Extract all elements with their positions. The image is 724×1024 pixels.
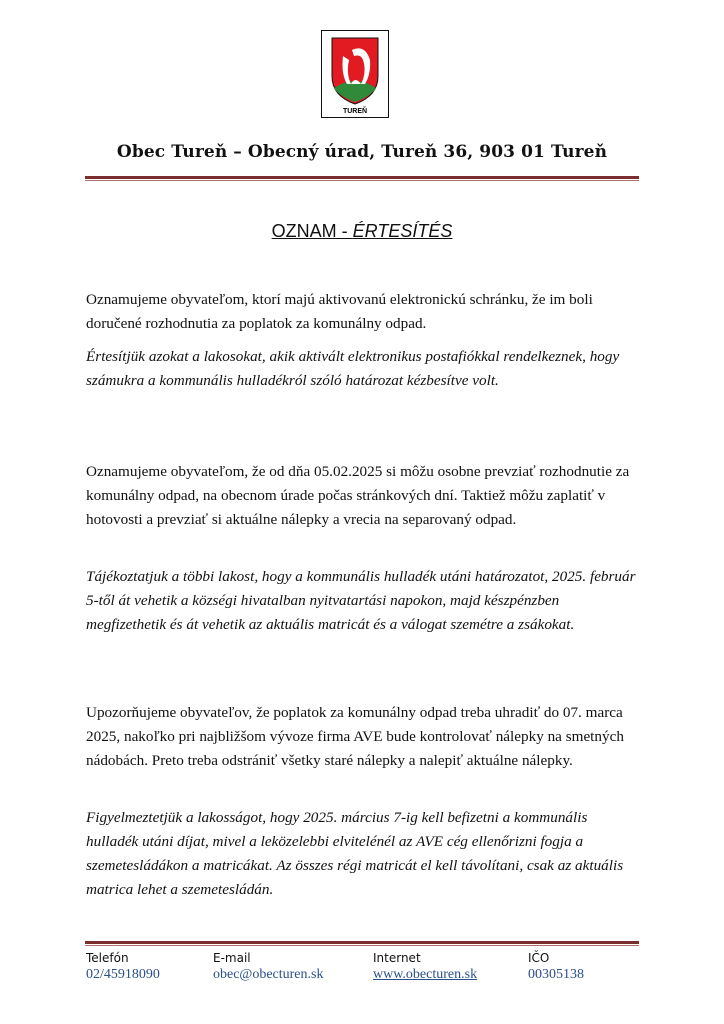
footer-ico <box>528 950 584 984</box>
municipal-crest-logo <box>321 30 389 118</box>
footer-email <box>213 950 323 984</box>
title-hungarian: ÉRTESÍTÉS <box>352 221 453 241</box>
phone-label: Telefón <box>86 951 129 965</box>
ico-value: 00305138 <box>528 967 584 982</box>
crest-caption: TUREŇ <box>342 108 368 115</box>
paragraph-sk-3: Upozorňujeme obyvateľov, že poplatok za komunálny odpad treba uhradiť do 07. marca 2025, nakoľko pri najbližšom vývoze firma AVE bude kontrolovať nálepky na smetných nádobách. Preto treba odstrániť všetky staré nálepky a nalepiť aktuálne nálepky. <box>86 704 624 769</box>
paragraph-sk-1: Oznamujeme obyvateľom, ktorí majú aktivovanú elektronickú schránku, že im boli doručené rozhodnutia za poplatok za komunálny odpad. <box>86 291 593 332</box>
header-divider <box>85 176 639 181</box>
paragraph-hu-1: Értesítjük azokat a lakosokat, akik aktivált elektronikus postafiókkal rendelkeznek, hogy számukra a kommunális hulladékról szóló határozat kézbesítve volt. <box>86 348 620 389</box>
organization-header: Obec Tureň – Obecný úrad, Tureň 36, 903 01 Tureň <box>116 142 608 162</box>
title-slovak: OZNAM - <box>271 221 353 241</box>
footer-phone <box>86 950 160 984</box>
phone-value: 02/45918090 <box>86 967 160 982</box>
ico-label: IČO <box>528 951 550 965</box>
website-link[interactable]: www.obecturen.sk <box>373 967 478 982</box>
footer-divider <box>85 941 639 946</box>
email-value[interactable]: obec@obecturen.sk <box>213 967 324 982</box>
internet-label: Internet <box>373 951 421 965</box>
paragraph-hu-2: Tájékoztatjuk a többi lakost, hogy a kommunális hulladék utáni határozatot, 2025. február 5-től át vehetik a községi hivatalban nyitvatartási napokon, majd készpénzben megfizethetik és át vehetik az aktuális matricát és a válogat szemétre a zsákokat. <box>86 568 636 633</box>
email-label: E-mail <box>213 951 251 965</box>
paragraph-sk-2: Oznamujeme obyvateľom, že od dňa 05.02.2025 si môžu osobne prevziať rozhodnutie za komunálny odpad, na obecnom úrade počas stránkových dní. Taktiež môžu zaplatiť v hotovosti a prevziať si aktuálne nálepky a vrecia na separovaný odpad. <box>86 463 630 528</box>
page-title <box>0 221 724 242</box>
paragraph-hu-3: Figyelmeztetjük a lakosságot, hogy 2025. március 7-ig kell befizetni a kommunális hulladék utáni díjat, mivel a leközelebbi elvitelénél az AVE cég ellenőrizni fogja a szemetesládákon a matricákat. Az összes régi matricát el kell távolítani, csak az aktuális matrica lehet a szemetesládán. <box>86 809 624 898</box>
footer-internet <box>373 950 477 984</box>
